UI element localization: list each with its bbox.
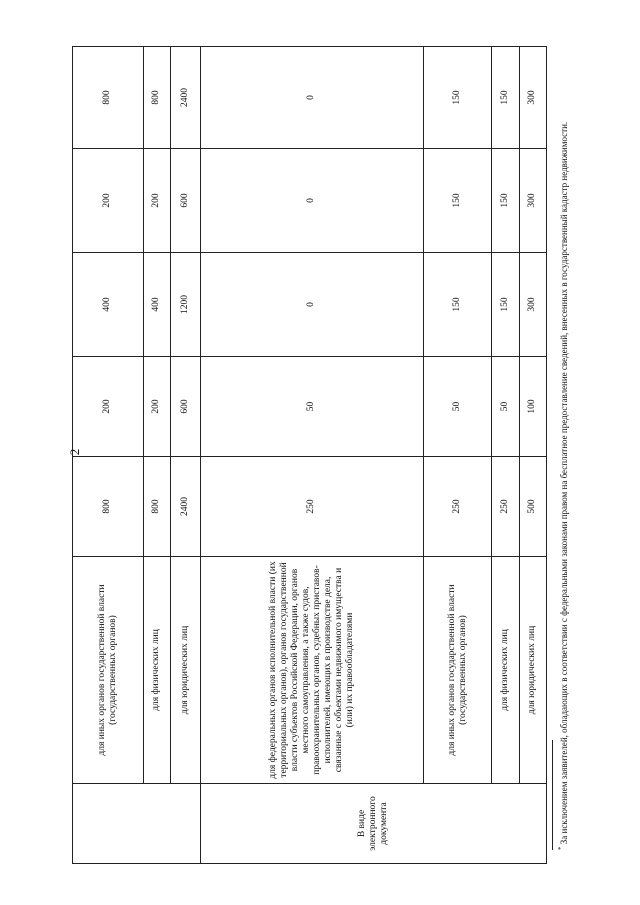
empty-format-cell — [73, 784, 201, 864]
value-cell: 2400 — [170, 47, 200, 149]
value-cell: 800 — [73, 47, 144, 149]
footnote-container — [552, 0, 602, 850]
table-row — [143, 47, 170, 864]
row-label: для иных органов государственной власти (государственных органов) — [73, 557, 144, 784]
value-cell: 400 — [143, 253, 170, 357]
footnote-divider — [552, 740, 553, 850]
value-cell: 600 — [170, 149, 200, 253]
fee-table — [72, 46, 547, 864]
value-cell: 150 — [492, 47, 519, 149]
row-label: для физических лиц — [143, 557, 170, 784]
value-cell: 150 — [423, 253, 491, 357]
value-cell: 800 — [143, 457, 170, 557]
value-cell: 50 — [200, 357, 423, 457]
row-label: для федеральных органов исполнительной власти (их территориальных органов), органов государственной власти субъектов Российской Федерации, органов местного самоуправления, а также судов, правоохранительных органов, судебных приставов-исполнителей, имеющих в производстве дела, связанные с объектами недвижимого имущества и (или) их правообладателями — [200, 557, 423, 784]
row-label: для иных органов государственной власти (государственных органов) — [423, 557, 491, 784]
value-cell: 50 — [492, 357, 519, 457]
table-row — [519, 47, 546, 864]
value-cell: 150 — [423, 47, 491, 149]
value-cell: 1200 — [170, 253, 200, 357]
table-row — [492, 47, 519, 864]
page-number: 2 — [67, 448, 82, 456]
value-cell: 800 — [73, 457, 144, 557]
value-cell: 150 — [492, 253, 519, 357]
value-cell: 300 — [519, 149, 546, 253]
row-label: для юридических лиц — [170, 557, 200, 784]
value-cell: 300 — [519, 253, 546, 357]
table-row — [200, 47, 423, 864]
table-row — [73, 47, 144, 864]
value-cell: 150 — [492, 149, 519, 253]
value-cell: 250 — [492, 457, 519, 557]
footnote-text: За исключением заявителей, обладающих в соответствии с федеральными законами правом на бесплатное предоставление сведений, внесенных в государственный кадастр недвижимости. — [559, 121, 569, 845]
value-cell: 300 — [519, 47, 546, 149]
rotated-table-container — [72, 47, 547, 864]
value-cell: 500 — [519, 457, 546, 557]
table-row — [170, 47, 200, 864]
value-cell: 200 — [73, 149, 144, 253]
row-label: для юридических лиц — [519, 557, 546, 784]
value-cell: 200 — [143, 357, 170, 457]
value-cell: 200 — [143, 149, 170, 253]
value-cell: 0 — [200, 149, 423, 253]
value-cell: 150 — [423, 149, 491, 253]
value-cell: 2400 — [170, 457, 200, 557]
footnote — [557, 0, 570, 850]
footnote-marker: * — [557, 846, 565, 850]
value-cell: 200 — [73, 357, 144, 457]
value-cell: 50 — [423, 357, 491, 457]
format-label: В виде электронного документа — [200, 784, 546, 864]
value-cell: 600 — [170, 357, 200, 457]
value-cell: 400 — [73, 253, 144, 357]
value-cell: 100 — [519, 357, 546, 457]
value-cell: 250 — [423, 457, 491, 557]
table-row — [423, 47, 491, 864]
value-cell: 0 — [200, 253, 423, 357]
value-cell: 0 — [200, 47, 423, 149]
value-cell: 800 — [143, 47, 170, 149]
row-label: для физических лиц — [492, 557, 519, 784]
value-cell: 250 — [200, 457, 423, 557]
